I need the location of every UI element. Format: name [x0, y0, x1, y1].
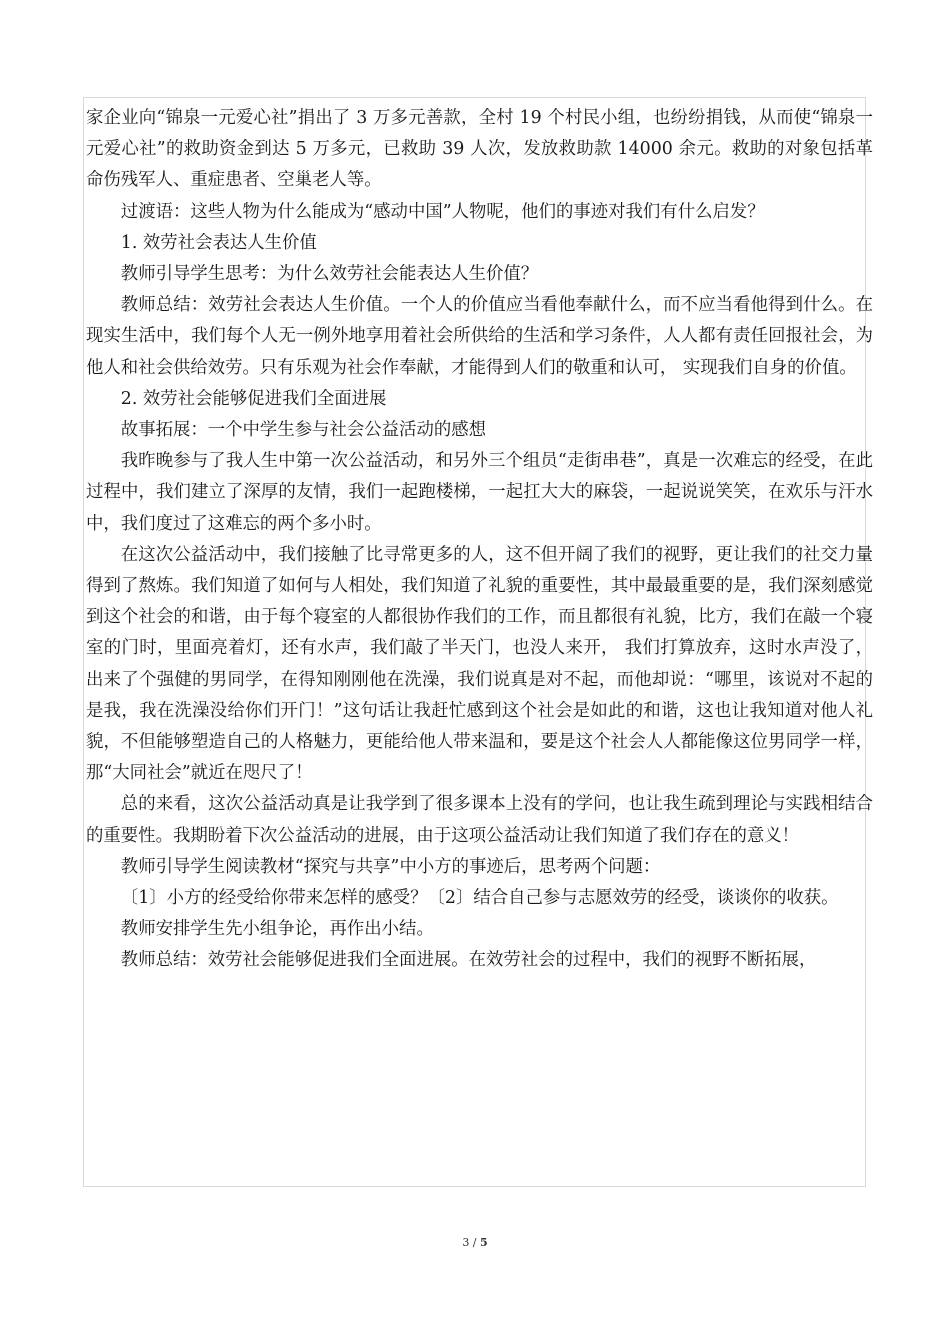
paragraph-transition: 过渡语：这些人物为什么能成为“感动中国”人物呢，他们的事迹对我们有什么启发？ [120, 201, 765, 222]
page-number [0, 1236, 950, 1250]
paragraph-teacher-question: 教师引导学生思考：为什么效劳社会能表达人生价值？ [120, 264, 539, 285]
paragraph-story-conclusion: 总的来看，这次公益活动真是让我学到了很多课本上没有的学问，也让我生疏到理论与实践相结合的重要性。我期盼着下次公益活动的进展，由于这项公益活动让我们知道了我们存在的意义！ [86, 794, 873, 846]
paragraph-questions: 〔1〕小方的经受给你带来怎样的感受？〔2〕结合自己参与志愿效劳的经受，谈谈你的收获。 [120, 888, 839, 909]
paragraph-teacher-reading-guide: 教师引导学生阅读教材“探究与共享”中小方的事迹后，思考两个问题： [120, 856, 661, 877]
paragraph-story-extension: 故事拓展：一个中学生参与社会公益活动的感想 [120, 420, 487, 441]
paragraph-teacher-summary-development: 教师总结：效劳社会能够促进我们全面进展。在效劳社会的过程中，我们的视野不断拓展， [120, 950, 817, 971]
page-number-total: 5 [480, 1236, 488, 1249]
paragraph-story-first-activity: 我昨晚参与了我人生中第一次公益活动，和另外三个组员“走街串巷”，真是一次难忘的经受，在此过程中，我们建立了深厚的友情，我们一起跑楼梯，一起扛大大的麻袋，一起说说笑笑，在欢乐与汗水中，我们度过了这难忘的两个多小时。 [86, 451, 873, 534]
page-number-separator: / [469, 1236, 481, 1249]
page-number-current: 3 [462, 1236, 470, 1249]
heading-serve-society-development: 2. 效劳社会能够促进我们全面进展 [120, 388, 387, 409]
paragraph-teacher-summary-value: 教师总结：效劳社会表达人生价值。一个人的价值应当看他奉献什么，而不应当看他得到什么。在现实生活中，我们每个人无一例外地享用着社会所供给的生活和学习条件，人人都有责任回报社会，为他人和社会供给效劳。只有乐观为社会作奉献，才能得到人们的敬重和认可， 实现我们自身的价值。 [86, 295, 873, 378]
heading-serve-society-value: 1. 效劳社会表达人生价值 [120, 232, 317, 253]
paragraph-donation: 家企业向“锦泉一元爱心社”捐出了 3 万多元善款，全村 19 个村民小组，也纷纷捐钱，从而使“锦泉一元爱心社”的救助资金到达 5 万多元，已救助 39 人次，发放救助款 14000 余元。救助的对象包括革命伤残军人、重症患者、空巢老人等。 [86, 108, 873, 191]
document-body [86, 103, 873, 977]
paragraph-group-discussion: 教师安排学生先小组争论，再作出小结。 [120, 919, 434, 940]
paragraph-story-experience: 在这次公益活动中，我们接触了比寻常更多的人，这不但开阔了我们的视野，更让我们的社交力量得到了熬炼。我们知道了如何与人相处，我们知道了礼貌的重要性，其中最最重要的是，我们深刻感觉到这个社会的和谐，由于每个寝室的人都很协作我们的工作，而且都很有礼貌，比方，我们在敲一个寝室的门时，里面亮着灯，还有水声，我们敲了半天门，也没人来开， 我们打算放弃，这时水声没了，出来了个强健的男同学，在得知刚刚他在洗澡，我们说真是对不起，而他却说：“哪里，该说对不起的是我，我在洗澡没给你们开门！”这句话让我赶忙感到这个社会是如此的和谐，这也让我知道对他人礼貌，不但能够塑造自己的人格魅力，更能给他人带来温和，要是这个社会人人都能像这位男同学一样，那“大同社会”就近在咫尺了！ [86, 544, 873, 784]
